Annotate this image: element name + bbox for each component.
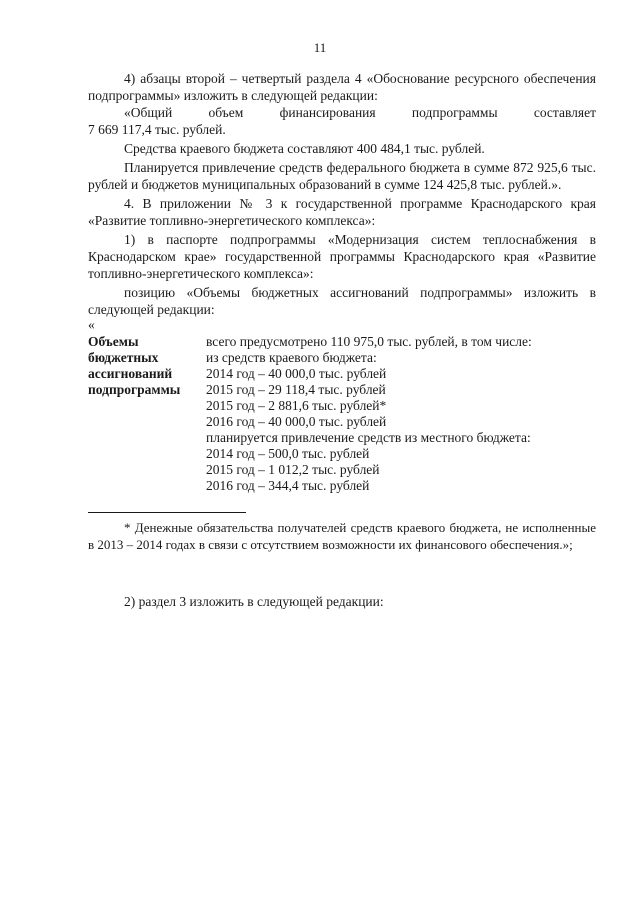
paragraph-regional-budget: Средства краевого бюджета составляют 400 484,1 тыс. рублей. — [124, 141, 485, 156]
paragraph-federal-municipal: Планируется привлечение средств федерального бюджета в сумме 872 925,6 тыс. рублей и бюджетов муниципальных образований в сумме 124 425,8 тыс. рублей.». — [88, 160, 596, 192]
allocation-line: планируется привлечение средств из местного бюджета: — [206, 430, 531, 445]
footnote: * Денежные обязательства получателей средств краевого бюджета, не исполненные в 2013 – 2014 годах в связи с отсутствием возможности их финансового обеспечения.»; — [88, 520, 596, 552]
allocation-line: 2014 год – 40 000,0 тыс. рублей — [206, 366, 387, 381]
allocation-line: 2016 год – 40 000,0 тыс. рублей — [206, 414, 387, 429]
paragraph-total-funding-amount: 7 669 117,4 тыс. рублей. — [88, 122, 226, 137]
allocation-table — [88, 334, 596, 494]
allocation-line: 2016 год – 344,4 тыс. рублей — [206, 478, 370, 493]
page-number: 11 — [313, 40, 327, 55]
document-body — [88, 70, 596, 610]
allocation-lines — [206, 334, 596, 494]
allocation-label: Объемы бюджетных ассигнований подпрограммы — [88, 334, 181, 397]
opening-quote: « — [88, 317, 95, 332]
paragraph-position: позицию «Объемы бюджетных ассигнований подпрограммы» изложить в следующей редакции: — [88, 285, 596, 317]
paragraph-total-funding: «Общий объем финансирования подпрограммы составляет — [124, 105, 596, 120]
allocation-line: 2014 год – 500,0 тыс. рублей — [206, 446, 370, 461]
paragraph-section-3: 2) раздел 3 изложить в следующей редакции: — [124, 594, 384, 609]
allocation-line: всего предусмотрено 110 975,0 тыс. рублей, в том числе: — [206, 334, 532, 349]
paragraph-passport: 1) в паспорте подпрограммы «Модернизация систем теплоснабжения в Краснодарском крае» государственной программы Краснодарского края «Развитие топливно-энергетического комплекса»: — [88, 232, 596, 281]
allocation-line: из средств краевого бюджета: — [206, 350, 377, 365]
paragraph-item-4-amendment: 4) абзацы второй – четвертый раздела 4 «Обоснование ресурсного обеспечения подпрограммы» изложить в следующей редакции: — [88, 71, 596, 103]
footnote-rule — [88, 512, 246, 513]
allocation-line: 2015 год – 2 881,6 тыс. рублей* — [206, 398, 387, 413]
allocation-line: 2015 год – 1 012,2 тыс. рублей — [206, 462, 380, 477]
paragraph-appendix-3: 4. В приложении № 3 к государственной программе Краснодарского края «Развитие топливно-энергетического комплекса»: — [88, 196, 596, 228]
allocation-line: 2015 год – 29 118,4 тыс. рублей — [206, 382, 386, 397]
